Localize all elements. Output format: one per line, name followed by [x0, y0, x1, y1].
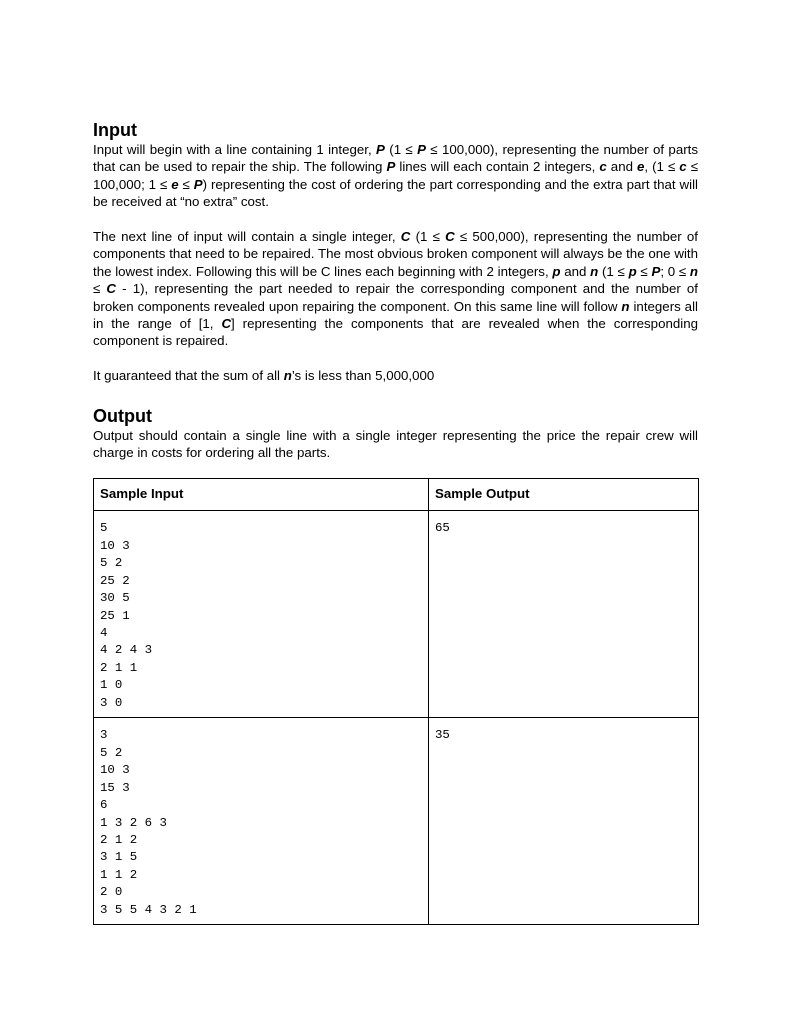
output-heading: Output: [93, 405, 152, 426]
document-page: [93, 119, 698, 925]
sample-output-cell: 65: [429, 511, 699, 718]
sample-input-header: Sample Input: [94, 479, 429, 511]
sample-output-cell: 35: [429, 718, 699, 925]
input-paragraph-2: The next line of input will contain a single integer, C (1 ≤ C ≤ 500,000), representing the number of components that need to be repaired. The most obvious broken component will always be the one with the lowest index. Following this will be C lines each beginning with 2 integers, p and n (1 ≤ p ≤ P; 0 ≤ n ≤ C - 1), representing the part needed to repair the corresponding component and the number of broken components revealed upon repairing the component. On this same line will follow n integers all in the range of [1, C] representing the components that are revealed when the corresponding component is repaired.: [93, 229, 699, 349]
output-paragraph: Output should contain a single line with a single integer representing the price the repair crew will charge in costs for ordering all the parts.: [93, 427, 698, 461]
sample-output-header: Sample Output: [429, 479, 699, 511]
input-paragraph-1: Input will begin with a line containing 1 integer, P (1 ≤ P ≤ 100,000), representing the number of parts that can be used to repair the ship. The following P lines will each contain 2 integers, c and e, (1 ≤ c ≤ 100,000; 1 ≤ e ≤ P) representing the cost of ordering the part corresponding and the extra part that will be received at “no extra” cost.: [93, 142, 699, 210]
input-heading: Input: [93, 120, 137, 140]
samples-table: [93, 478, 699, 925]
input-paragraph-3: It guaranteed that the sum of all n’s is less than 5,000,000: [93, 368, 435, 384]
table-row: [94, 718, 699, 925]
sample-input-cell: 5 10 3 5 2 25 2 30 5 25 1 4 4 2 4 3 2 1 1 1 0 3 0: [94, 511, 429, 718]
sample-input-cell: 3 5 2 10 3 15 3 6 1 3 2 6 3 2 1 2 3 1 5 1 1 2 2 0 3 5 5 4 3 2 1: [94, 718, 429, 925]
samples-header-row: [94, 479, 699, 511]
table-row: [94, 511, 699, 718]
